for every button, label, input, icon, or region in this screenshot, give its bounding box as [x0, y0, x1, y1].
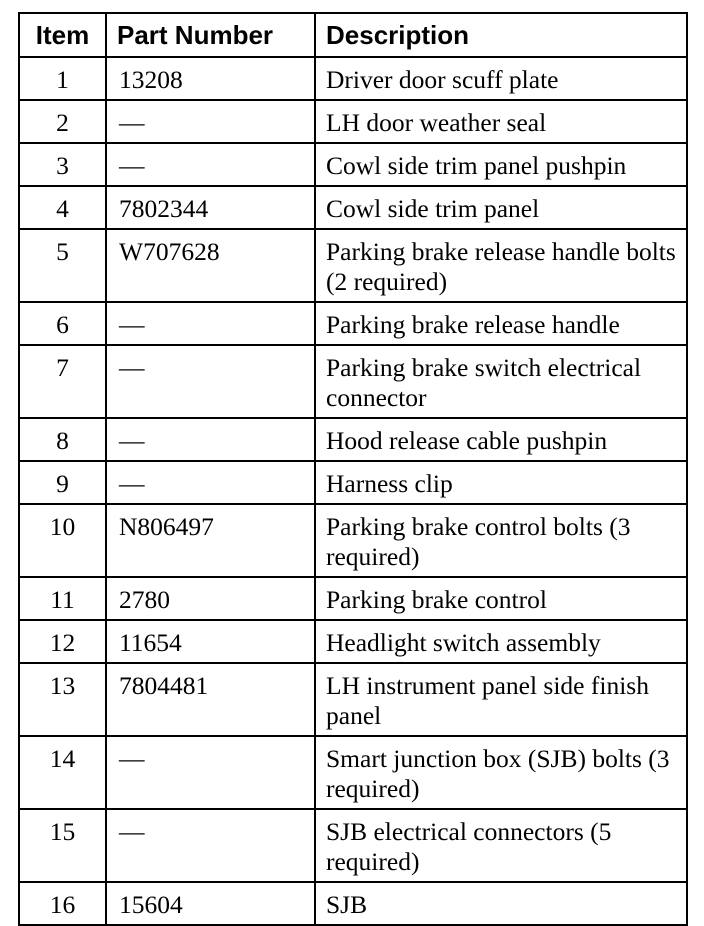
table-row — [19, 620, 687, 663]
table-row — [19, 57, 687, 100]
part-number-cell: — — [106, 461, 315, 504]
table-row — [19, 461, 687, 504]
item-cell: 15 — [19, 809, 106, 882]
table-row — [19, 143, 687, 186]
item-cell: 5 — [19, 229, 106, 302]
description-cell: Cowl side trim panel pushpin — [315, 143, 687, 186]
table-row — [19, 504, 687, 577]
description-cell: Parking brake control bolts (3 required) — [315, 504, 687, 577]
item-cell: 13 — [19, 663, 106, 736]
item-cell: 16 — [19, 882, 106, 925]
part-number-cell: — — [106, 143, 315, 186]
part-number-cell: — — [106, 736, 315, 809]
description-cell: Hood release cable pushpin — [315, 418, 687, 461]
table-row — [19, 345, 687, 418]
description-cell: Harness clip — [315, 461, 687, 504]
part-number-cell: N806497 — [106, 504, 315, 577]
part-number-cell: 7804481 — [106, 663, 315, 736]
item-cell: 2 — [19, 100, 106, 143]
item-cell: 6 — [19, 302, 106, 345]
part-number-cell: — — [106, 100, 315, 143]
item-cell: 9 — [19, 461, 106, 504]
part-number-cell: W707628 — [106, 229, 315, 302]
description-cell: Parking brake control — [315, 577, 687, 620]
description-cell: Parking brake release handle — [315, 302, 687, 345]
description-cell: Headlight switch assembly — [315, 620, 687, 663]
part-number-cell: 13208 — [106, 57, 315, 100]
table-row — [19, 809, 687, 882]
table-row — [19, 663, 687, 736]
part-number-cell: — — [106, 345, 315, 418]
description-cell: Parking brake switch electrical connector — [315, 345, 687, 418]
part-number-cell: 11654 — [106, 620, 315, 663]
part-number-cell: 15604 — [106, 882, 315, 925]
table-row — [19, 736, 687, 809]
table-row — [19, 882, 687, 925]
item-cell: 7 — [19, 345, 106, 418]
item-cell: 14 — [19, 736, 106, 809]
item-cell: 10 — [19, 504, 106, 577]
description-cell: LH door weather seal — [315, 100, 687, 143]
description-cell: Driver door scuff plate — [315, 57, 687, 100]
item-cell: 1 — [19, 57, 106, 100]
item-cell: 8 — [19, 418, 106, 461]
part-number-cell: — — [106, 809, 315, 882]
header-part-number: Part Number — [106, 13, 315, 57]
table-row — [19, 100, 687, 143]
description-cell: Cowl side trim panel — [315, 186, 687, 229]
table-row — [19, 577, 687, 620]
item-cell: 12 — [19, 620, 106, 663]
description-cell: SJB electrical connectors (5 required) — [315, 809, 687, 882]
part-number-cell: 2780 — [106, 577, 315, 620]
description-cell: SJB — [315, 882, 687, 925]
item-cell: 4 — [19, 186, 106, 229]
table-row — [19, 418, 687, 461]
parts-table — [18, 12, 688, 926]
description-cell: Parking brake release handle bolts (2 required) — [315, 229, 687, 302]
table-row — [19, 229, 687, 302]
table-row — [19, 302, 687, 345]
item-cell: 3 — [19, 143, 106, 186]
description-cell: Smart junction box (SJB) bolts (3 required) — [315, 736, 687, 809]
header-description: Description — [315, 13, 687, 57]
description-cell: LH instrument panel side finish panel — [315, 663, 687, 736]
part-number-cell: — — [106, 418, 315, 461]
item-cell: 11 — [19, 577, 106, 620]
header-item: Item — [19, 13, 106, 57]
header-row — [19, 13, 687, 57]
part-number-cell: — — [106, 302, 315, 345]
table-row — [19, 186, 687, 229]
part-number-cell: 7802344 — [106, 186, 315, 229]
